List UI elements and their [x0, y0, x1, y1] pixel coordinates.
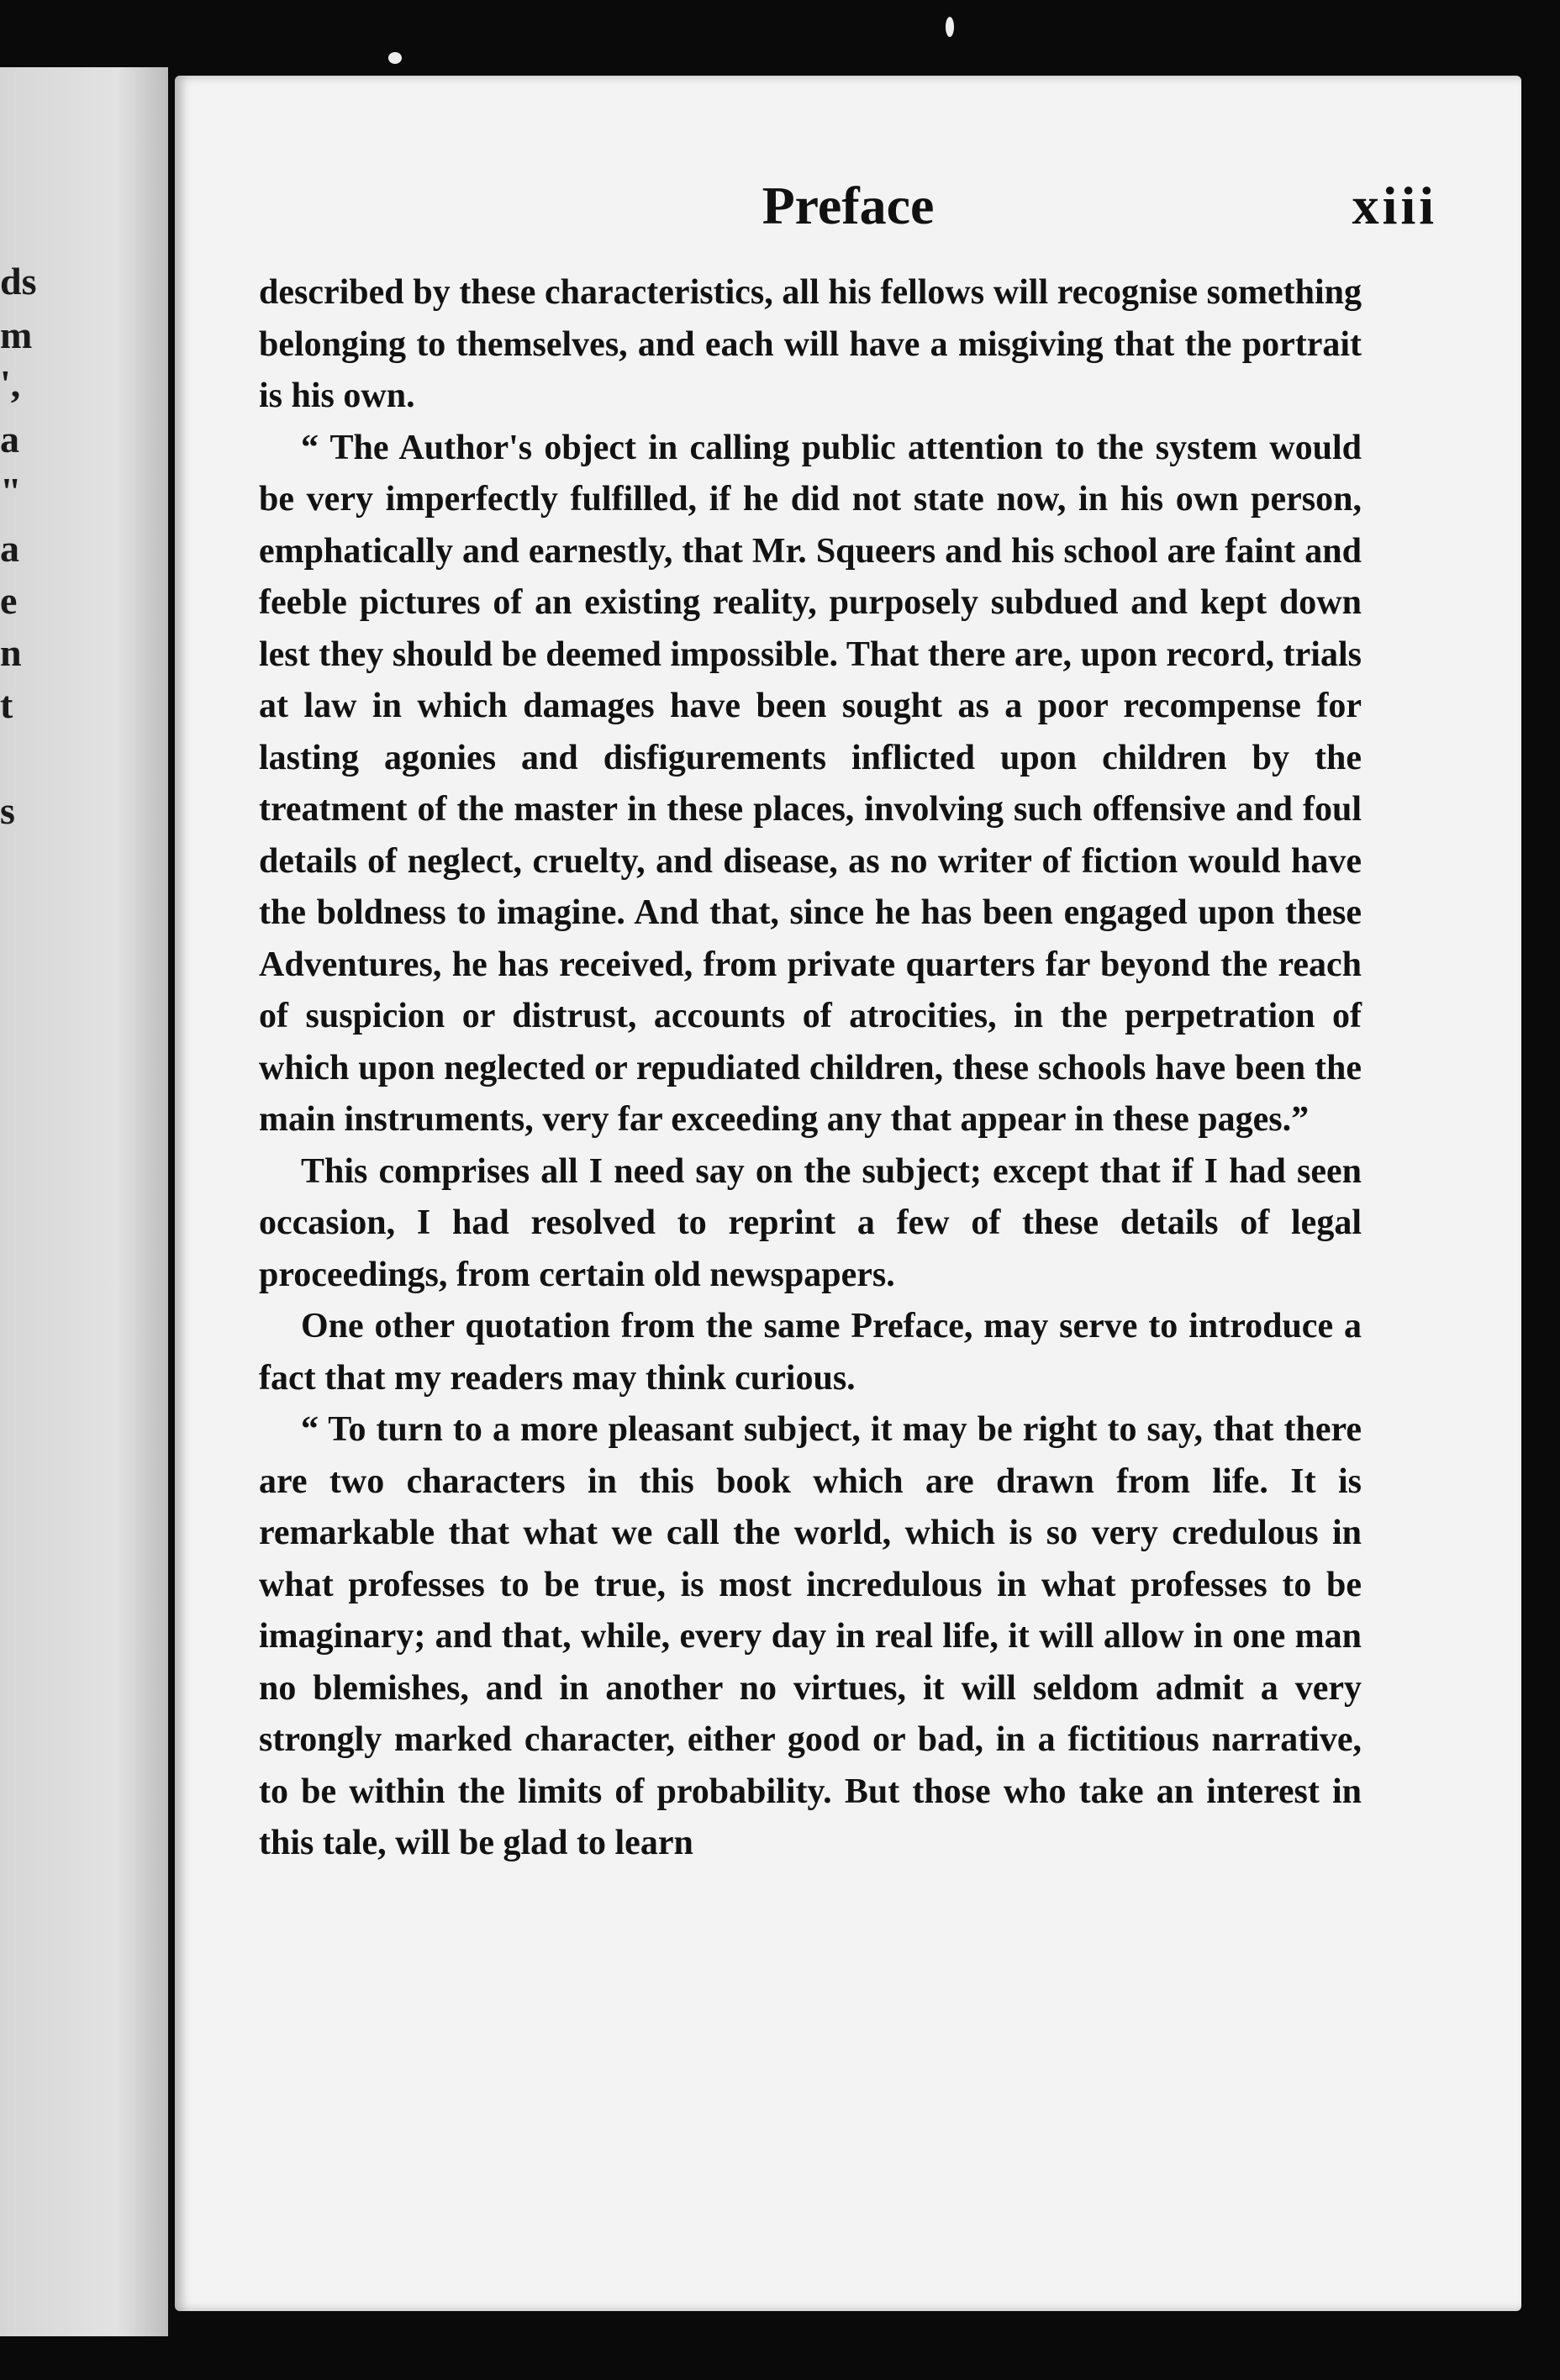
paragraph: One other quotation from the same Preface, may serve to introduce a fact that my readers may think curious. — [259, 1307, 1362, 1398]
facing-page-fragment: e — [0, 579, 18, 622]
facing-page-fragment: a — [0, 527, 19, 570]
facing-page-fragment: t — [0, 683, 13, 726]
facing-page-fragment: ds — [0, 260, 37, 303]
running-header — [259, 175, 1437, 250]
facing-page-fragment: n — [0, 631, 22, 674]
page-title: Preface — [762, 176, 935, 235]
paragraph: described by these characteristics, all his fellows will recognise something belonging to themselves, and each will have a misgiving that the portrait is his own. — [259, 273, 1362, 415]
book-page — [175, 76, 1521, 2311]
facing-page-fragment: a — [0, 418, 19, 461]
paragraph: “ The Author's object in calling public attention to the system would be very imperfectly fulfilled, if he did not state now, in his own person, emphatically and earnestly, that Mr. Squeers and his school are faint and feeble pictures of an existing reality, purposely subdued and kept down lest they should be deemed impossible. That there are, upon record, trials at law in which damages have been sought as a poor recompense for lasting agonies and disfigurements inflicted upon children by the treatment of the master in these places, involving such offensive and foul details of neglect, cruelty, and disease, as no writer of fiction would have the boldness to imagine. And that, since he has been engaged upon these Adventures, he has received, from private quarters far beyond the reach of suspicion or distrust, accounts of atrocities, in the perpetration of which upon neglected or repudiated children, these schools have been the main instruments, very far exceeding any that appear in these pages.” — [259, 428, 1362, 1139]
scan-speck — [388, 52, 402, 64]
page-body — [259, 267, 1362, 1870]
paragraph: “ To turn to a more pleasant subject, it may be right to say, that there are two characters in this book which are drawn from life. It is remarkable that what we call the world, which is so very credulous in what professes to be true, is most incredulous in what professes to be imaginary; and that, while, every day in real life, it will allow in one man no blemishes, and in another no virtues, it will seldom admit a very strongly marked character, either good or bad, in a fictitious narrative, to be within the limits of probability. But those who take an interest in this tale, will be glad to learn — [259, 1410, 1362, 1862]
facing-page-fragment: m — [0, 313, 33, 356]
paragraph: This comprises all I need say on the subject; except that if I had seen occasion, I had resolved to reprint a few of these details of legal proceedings, from certain old newspapers. — [259, 1151, 1362, 1294]
scan-speck — [946, 17, 954, 37]
facing-page-fragment: ', — [0, 362, 21, 405]
facing-page-fragment: " — [0, 470, 22, 513]
facing-page-edge — [0, 67, 168, 2336]
page-number: xiii — [1352, 176, 1437, 235]
facing-page-fragment: s — [0, 789, 15, 832]
